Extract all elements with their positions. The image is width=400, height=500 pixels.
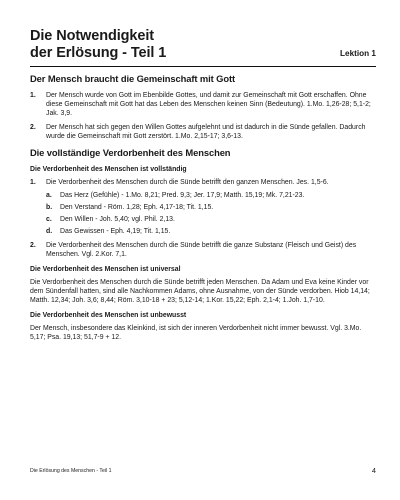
item-text: Der Mensch hat sich gegen den Willen Gottes aufgelehnt und ist dadurch in die Sünde gefallen. Dadurch wurde die Gemeinschaft mit Gott zerstört. 1.Mo. 2,15-17; 3,6-13. [46,124,366,140]
paragraph-universal: Die Verdorbenheit des Menschen durch die Sünde betrifft jeden Menschen. Da Adam und Eva keine Kinder vor dem Sündenfall hatten, sind alle Nachkommen Adams, ohne Ausnahme, von der Sünde verdorben. Hiob 14,14; Matth. 12,34; Joh. 3,6; 8,44; Röm. 3,10-18 + 23; 5,12-14; 1.Kor. 15,22; Eph. 2,1-4; 1.Joh. 1,7-10. [30,279,370,304]
section-1-list [30,91,376,141]
title-line-2: der Erlösung - Teil 1 [30,45,167,61]
sub-item-text: Das Herz (Gefühle) - 1.Mo. 8,21; Pred. 9,3; Jer. 17,9; Matth. 15,19; Mk. 7,21-23. [60,192,305,199]
page-content [30,28,376,342]
footer-text: Die Erlösung des Menschen - Teil 1 [30,468,112,474]
sub-item-letter: a. [46,192,52,199]
list-item [30,241,376,259]
item-number: 1. [30,179,36,186]
subsection-heading-universal: Die Verdorbenheit des Menschen ist universal [30,266,181,273]
sub-item-letter: b. [46,204,53,211]
section-heading-verdorbenheit: Die vollständige Verdorbenheit des Menschen [30,147,231,158]
subsection-heading-vollstaendig: Die Verdorbenheit des Menschen ist vollständig [30,166,187,173]
subsection-1-list [30,178,376,259]
lesson-label: Lektion 1 [340,49,376,58]
item-text: Die Verdorbenheit des Menschen durch die Sünde betrifft den ganzen Menschen. Jes. 1,5-6. [46,179,329,186]
sub-item-text: Das Gewissen - Eph. 4,19; Tit. 1,15. [60,228,171,235]
sub-item-letter: c. [46,216,52,223]
subsection-heading-unbewusst: Die Verdorbenheit des Menschen ist unbewusst [30,312,187,319]
item-text: Die Verdorbenheit des Menschen durch die Sünde betrifft die ganze Substanz (Fleisch und Geist) des Menschen. Vgl. 2.Kor. 7,1. [46,242,357,258]
list-item [30,91,376,118]
item-text: Der Mensch wurde von Gott im Ebenbilde Gottes, und damit zur Gemeinschaft mit Gott erschaffen. Ohne diese Gemeinschaft mit Gott hat das Leben des Menschen keinen Sinn (Bedeutung). 1.Mo. 1,26-28; 5,1-2; Jak. 3,9. [46,92,371,117]
sub-item-text: Den Verstand - Röm. 1,28; Eph. 4,17-18; Tit. 1,15. [60,204,214,211]
sub-item-text: Den Willen - Joh. 5,40; vgl. Phil. 2,13. [60,216,175,223]
item-number: 1. [30,92,36,99]
paragraph-unbewusst: Der Mensch, insbesondere das Kleinkind, ist sich der inneren Verdorbenheit nicht immer bewusst. Vgl. 3.Mo. 5,17; Psa. 19,13; 51,7-9 + 12. [30,325,362,341]
sub-list-item [46,191,376,200]
page-title [30,28,376,62]
item-number: 2. [30,124,36,131]
page-number: 4 [371,466,376,475]
sub-list-item [46,203,376,212]
list-item [30,178,376,236]
sub-item-letter: d. [46,228,53,235]
title-line-1: Die Notwendigkeit [30,28,154,44]
section-heading-gemeinschaft: Der Mensch braucht die Gemeinschaft mit Gott [30,73,236,84]
sub-list [46,191,376,236]
sub-list-item [46,227,376,236]
title-block [30,28,376,62]
title-rule [30,66,376,67]
item-number: 2. [30,242,36,249]
sub-list-item [46,215,376,224]
list-item [30,123,376,141]
